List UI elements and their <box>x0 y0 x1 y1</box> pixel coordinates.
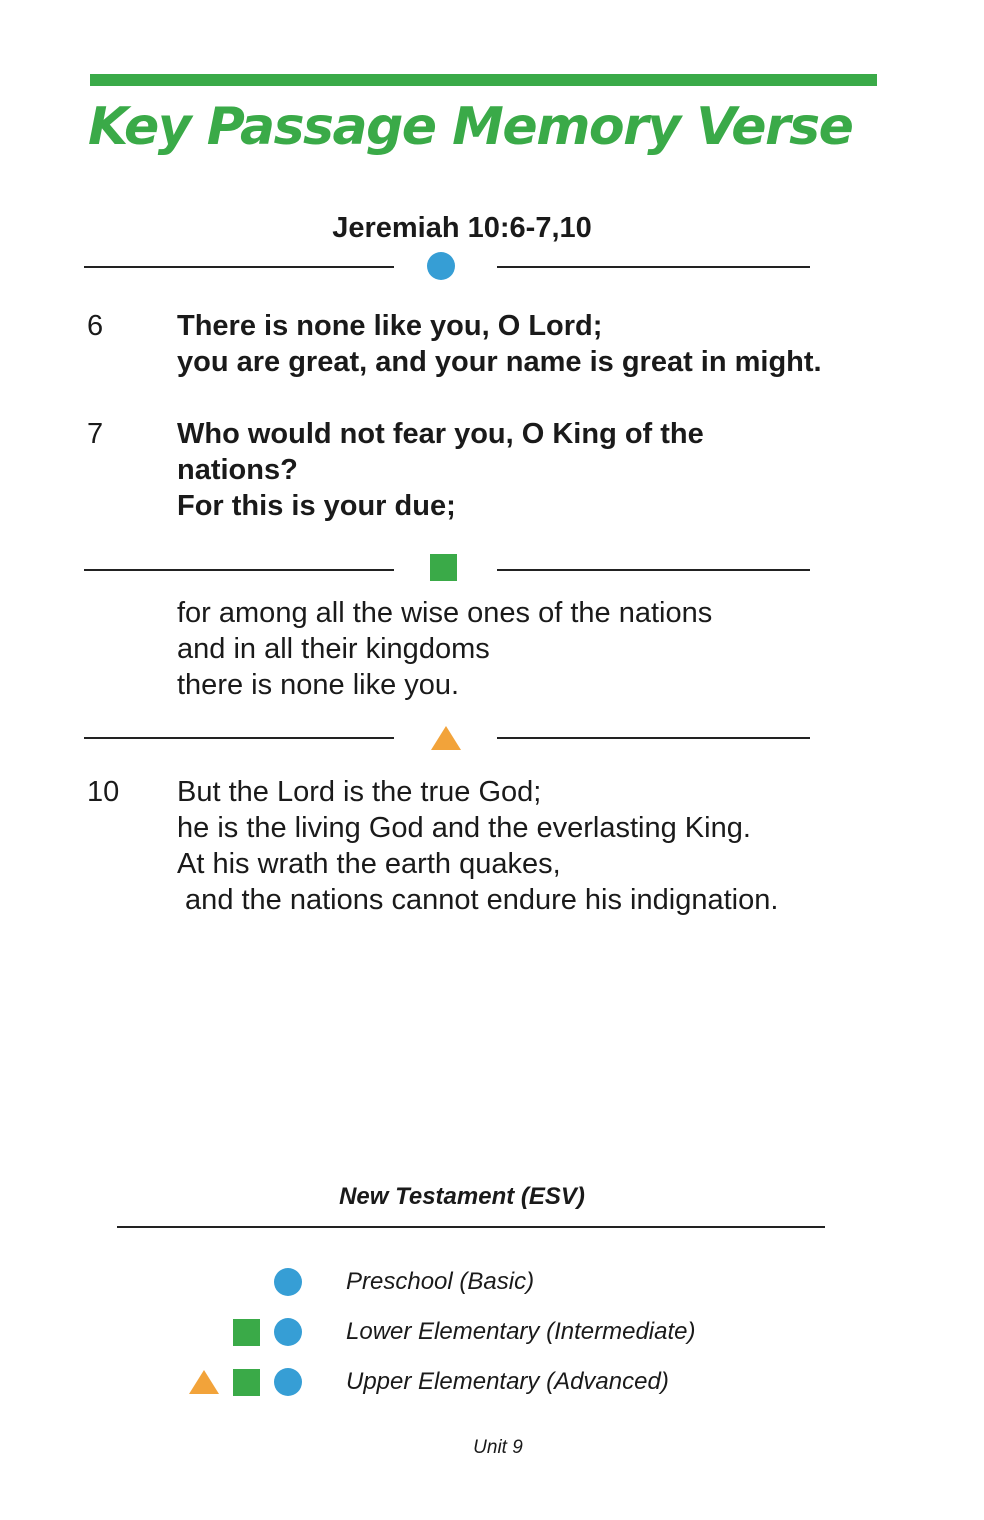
page-title: Key Passage Memory Verse <box>88 97 853 157</box>
verse-line: and in all their kingdoms <box>177 633 490 665</box>
verse-number: 6 <box>87 310 104 342</box>
circle-icon <box>427 252 455 280</box>
circle-icon <box>274 1268 302 1296</box>
triangle-icon <box>431 726 461 750</box>
title-accent-bar <box>90 74 877 86</box>
legend-label: Lower Elementary (Intermediate) <box>346 1318 696 1345</box>
verse-line: At his wrath the earth quakes, <box>177 848 561 880</box>
divider-preschool <box>84 252 810 282</box>
divider-line-left <box>84 266 394 268</box>
verse-line: there is none like you. <box>177 669 460 701</box>
divider-line-left <box>84 569 394 571</box>
divider-line-right <box>497 569 810 571</box>
verse-line: For this is your due; <box>177 490 456 522</box>
triangle-icon <box>189 1370 219 1394</box>
legend-divider <box>117 1226 825 1228</box>
square-icon <box>233 1319 260 1346</box>
legend-item-preschool <box>0 1264 984 1300</box>
legend-label: Preschool (Basic) <box>346 1268 535 1295</box>
verse-line: he is the living God and the everlasting King. <box>177 812 751 844</box>
divider-upper-elementary <box>84 723 810 753</box>
verse-line: But the Lord is the true God; <box>177 776 542 808</box>
circle-icon <box>274 1318 302 1346</box>
verse-number: 10 <box>87 776 120 808</box>
unit-label: Unit 9 <box>473 1437 523 1458</box>
divider-line-right <box>497 266 810 268</box>
legend-label: Upper Elementary (Advanced) <box>346 1368 669 1395</box>
verse-line: you are great, and your name is great in might. <box>177 346 822 378</box>
verse-line: nations? <box>177 454 298 486</box>
legend-item-upper-elementary <box>0 1364 984 1400</box>
square-icon <box>233 1369 260 1396</box>
verse-line: for among all the wise ones of the nations <box>177 597 713 629</box>
passage-reference: Jeremiah 10:6-7,10 <box>332 212 592 244</box>
legend-item-lower-elementary <box>0 1314 984 1350</box>
verse-line: Who would not fear you, O King of the <box>177 418 704 450</box>
verse-number: 7 <box>87 418 104 450</box>
verse-line: and the nations cannot endure his indignation. <box>177 884 779 916</box>
divider-line-right <box>497 737 810 739</box>
divider-line-left <box>84 737 394 739</box>
divider-lower-elementary <box>84 555 810 585</box>
verse-line: There is none like you, O Lord; <box>177 310 603 342</box>
square-icon <box>430 554 457 581</box>
circle-icon <box>274 1368 302 1396</box>
legend-title: New Testament (ESV) <box>339 1183 585 1210</box>
